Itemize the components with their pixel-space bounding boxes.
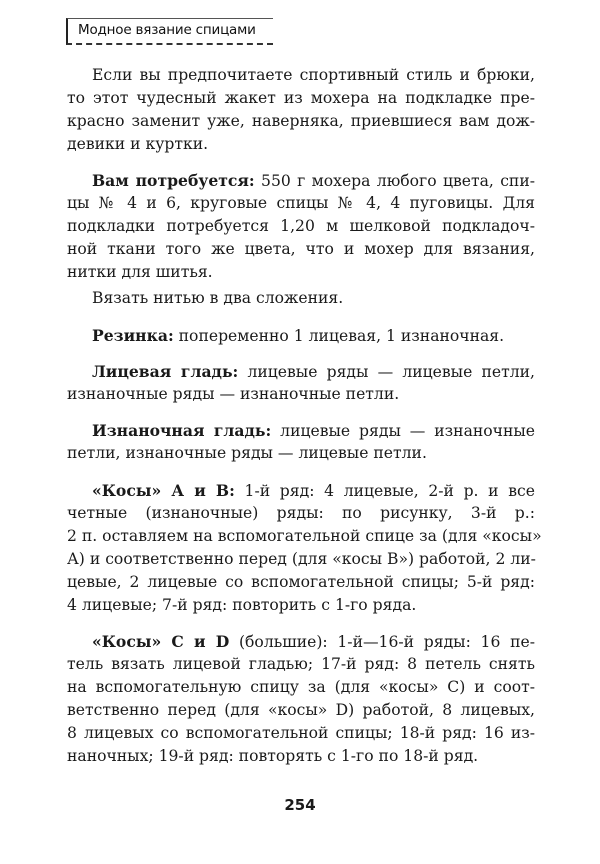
line-text: ной ткани того же цвета, что и мохер для вязания, [67,240,535,258]
line-text: лицевые ряды — лицевые петли, [238,363,535,381]
line-text: 4 лицевые; 7-й ряд: повторить с 1-го ряда. [67,596,417,614]
bold-term: «Косы» С и D [92,632,230,651]
bold-term: Резинка: [92,326,174,345]
text-line [67,594,535,617]
line-text: 8 лицевых со вспомогательной спицы; 18-й ряд: 16 из- [67,724,535,742]
paragraph [67,630,535,768]
page-number: 254 [284,796,316,814]
paragraph [67,479,542,617]
text-line [67,261,535,284]
line-text: на вспомогательную спицу за (для «косы» С) и соот- [67,678,535,696]
text-line [67,215,535,238]
text-line [67,722,535,745]
text-line [67,324,535,347]
line-text: Если вы предпочитаете спортивный стиль и брюки, [92,66,535,84]
line-text: 2 п. оставляем на вспомогательной спице за (для «косы» [67,527,542,545]
paragraph [67,360,535,406]
text-line [67,110,535,133]
line-text: тель вязать лицевой гладью; 17-й ряд: 8 петель снять [67,655,535,673]
text-line [67,133,535,156]
line-text: ветственно перед (для «косы» D) работой, 8 лицевых, [67,701,535,719]
line-text: петли, изнаночные ряды — лицевые петли. [67,444,427,462]
line-text: нитки для шитья. [67,263,213,281]
text-line [67,699,535,722]
text-line [67,192,535,215]
text-line [67,442,535,465]
line-text: цы № 4 и 6, круговые спицы № 4, 4 пуговицы. Для [67,194,535,212]
line-text: 550 г мохера любого цвета, спи- [254,172,535,190]
text-line [67,525,542,548]
text-line [67,548,535,571]
line-text: цевые, 2 лицевые со вспомогательной спицы; 5-й ряд: [67,573,535,591]
text-line [67,653,535,676]
line-text: девики и куртки. [67,135,209,153]
text-line [67,571,535,594]
paragraph [67,64,535,156]
text-line [67,87,535,110]
paragraph [67,287,535,310]
text-line [67,419,535,442]
paragraph [67,169,535,284]
line-text: лицевые ряды — изнаночные [271,422,535,440]
text-line [67,64,535,87]
text-line [67,745,535,768]
bold-term: Вам потребуется: [92,171,255,190]
line-text: изнаночные ряды — изнаночные петли. [67,385,400,403]
text-line [67,502,535,525]
text-line [67,360,535,383]
paragraph [67,324,535,347]
text-line [67,287,535,310]
line-text: подкладки потребуется 1,20 м шелковой подкладоч- [67,217,535,235]
line-text: наночных; 19-й ряд: повторять с 1-го по 18-й ряд. [67,747,479,765]
bold-term: Изнаночная гладь: [92,421,272,440]
running-header [66,18,273,45]
line-text: 1-й ряд: 4 лицевые, 2-й р. и все [234,482,535,500]
text-line [67,169,535,192]
line-text: красно заменит уже, наверняка, приевшиеся вам дож- [67,112,535,130]
line-text: Вязать нитью в два сложения. [92,289,344,307]
bold-term: Лицевая гладь: [92,362,239,381]
bold-term: «Косы» А и В: [92,481,235,500]
line-text: попеременно 1 лицевая, 1 изнаночная. [173,327,505,345]
paragraph [67,419,535,465]
text-line [67,630,535,653]
line-text: А) и соответственно перед (для «косы В») работой, 2 ли- [67,550,536,568]
running-header-text: Модное вязание спицами [78,22,256,38]
text-line [67,676,535,699]
text-line [67,479,535,502]
line-text: (большие): 1-й—16-й ряды: 16 пе- [229,633,535,651]
line-text: четные (изнаночные) ряды: по рисунку, 3-й р.: [67,504,535,522]
text-line [67,383,535,406]
line-text: то этот чудесный жакет из мохера на подкладке пре- [67,89,535,107]
text-line [67,238,535,261]
